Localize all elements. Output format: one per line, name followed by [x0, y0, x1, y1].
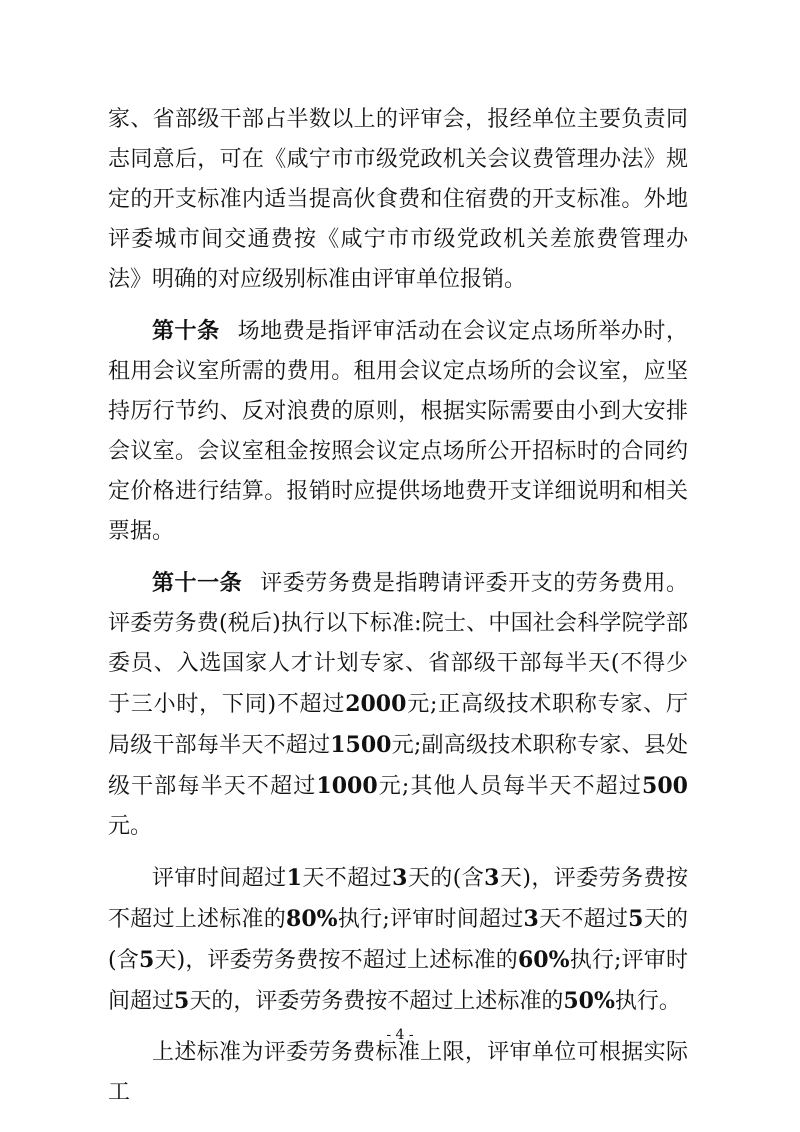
amount-value: 1000	[316, 773, 378, 799]
paragraph-text: 执行;评审时间超过	[337, 907, 524, 932]
percentage-value: 80%	[286, 906, 338, 932]
paragraph-text: 评委劳务费是指聘请评委开支的劳务费用。评委劳务费(税后)执行以下标准:院士、中国社会科学院学部委员、入选国家人才计划专家、省部级干部每半天(不得少于三小时，下同)不超过	[108, 571, 688, 717]
amount-value: 2000	[345, 691, 407, 717]
page-number: - 4 -	[386, 1027, 414, 1043]
article-number: 第十一条	[152, 570, 243, 596]
amount-value: 1500	[330, 732, 392, 758]
percentage-value: 60%	[517, 947, 570, 973]
paragraph-text: 元;副高级技术职称专家、县处级干部每半天不超过	[108, 733, 688, 799]
paragraph-text: 上述标准为评委劳务费标准上限，评审单位可根据实际工	[108, 1040, 688, 1105]
paragraph-text: 执行。	[614, 989, 681, 1014]
paragraph-text: 执行;评审时间超过	[108, 948, 688, 1014]
article-number: 第十条	[152, 318, 220, 344]
day-count: 1	[286, 865, 302, 891]
percentage-value: 50%	[563, 988, 615, 1014]
paragraph-text: 天不超过	[538, 907, 629, 932]
amount-value: 500	[642, 773, 688, 799]
paragraph-text: 天的(含	[108, 907, 688, 973]
paragraph-continuation	[108, 100, 688, 300]
paragraph-text: 天)，评委劳务费按不超过上述标准的	[154, 948, 518, 973]
standard-limit-paragraph	[108, 1033, 688, 1113]
day-count: 3	[392, 865, 408, 891]
paragraph-text: 天不超过	[301, 866, 393, 891]
day-count: 3	[523, 906, 539, 932]
paragraph-text: 天的(含	[407, 866, 485, 891]
paragraph-text: 元;正高级技术职称专家、厅局级干部每半天不超过	[108, 692, 688, 758]
paragraph-text: 天的，评委劳务费按不超过上述标准的	[189, 989, 564, 1014]
day-count: 5	[628, 906, 644, 932]
paragraph-text: 场地费是指评审活动在会议定点场所举办时，租用会议室所需的费用。租用会议定点场所的会议室，应坚持厉行节约、反对浪费的原则，根据实际需要由小到大安排会议室。会议室租金按照会议定点场所公开招标时的合同约定价格进行结算。报销时应提供场地费开支详细说明和相关票据。	[108, 319, 688, 544]
paragraph-text: 评审时间超过	[152, 866, 287, 891]
article-10-paragraph	[108, 311, 688, 552]
paragraph-text: 家、省部级干部占半数以上的评审会，报经单位主要负责同志同意后，可在《咸宁市市级党政机关会议费管理办法》规定的开支标准内适当提高伙食费和住宿费的开支标准。外地评委城市间交通费按《咸宁市市级党政机关差旅费管理办法》明确的对应级别标准由评审单位报销。	[108, 107, 688, 292]
paragraph-text: 元;其他人员每半天不超过	[377, 774, 643, 799]
paragraph-text: 元。	[108, 814, 153, 839]
review-time-paragraph	[108, 858, 688, 1022]
paragraph-text: 天)，评委劳务费按不超过上述标准的	[108, 866, 688, 932]
article-11-paragraph	[108, 563, 688, 847]
day-count: 5	[138, 947, 155, 973]
day-count: 5	[174, 988, 190, 1014]
document-page	[108, 100, 688, 1113]
day-count: 3	[484, 865, 500, 891]
